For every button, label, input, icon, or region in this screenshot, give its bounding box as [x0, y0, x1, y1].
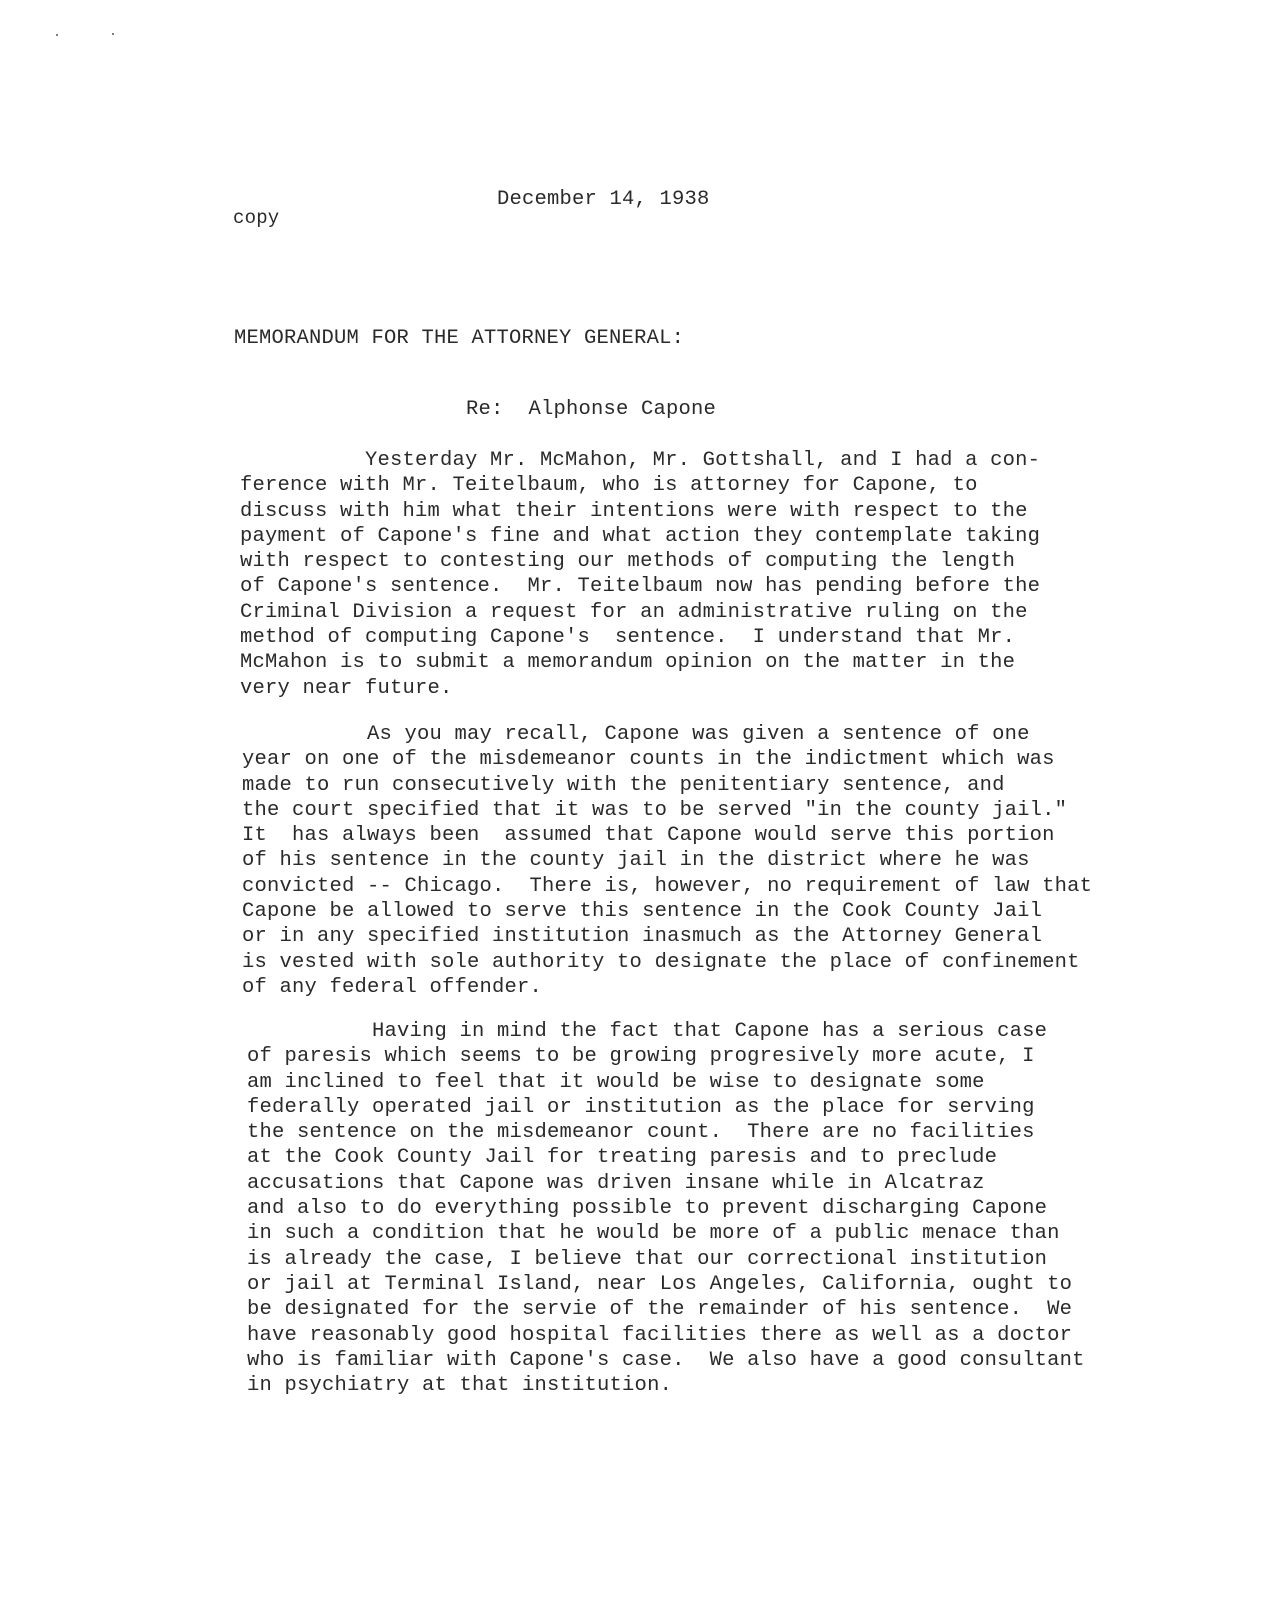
text-line: at the Cook County Jail for treating paresis and to preclude: [247, 1146, 998, 1170]
body-paragraph-1: [240, 448, 1040, 701]
text-line: payment of Capone's fine and what action they contemplate taking: [240, 524, 1041, 548]
text-line: As you may recall, Capone was given a sentence of one: [242, 723, 1030, 746]
text-line: very near future.: [240, 676, 453, 700]
text-line: is vested with sole authority to designate the place of confinement: [242, 950, 1080, 974]
text-line: It has always been assumed that Capone would serve this portion: [242, 824, 1055, 848]
text-line: of any federal offender.: [242, 975, 543, 999]
memo-title: MEMORANDUM FOR THE ATTORNEY GENERAL:: [234, 327, 685, 350]
text-line: am inclined to feel that it would be wise to designate some: [247, 1070, 985, 1094]
body-paragraph-2: [242, 722, 1092, 1000]
text-line: year on one of the misdemeanor counts in the indictment which was: [242, 748, 1055, 772]
copy-mark: copy: [233, 207, 280, 229]
text-line: of paresis which seems to be growing progresively more acute, I: [247, 1045, 1035, 1069]
text-line: the court specified that it was to be served "in the county jail.": [242, 798, 1068, 822]
text-line: of Capone's sentence. Mr. Teitelbaum now has pending before the: [240, 575, 1041, 599]
text-line: or jail at Terminal Island, near Los Angeles, California, ought to: [247, 1272, 1073, 1296]
text-line: convicted -- Chicago. There is, however, no requirement of law that: [242, 874, 1093, 898]
text-line: ference with Mr. Teitelbaum, who is attorney for Capone, to: [240, 474, 978, 498]
text-line: made to run consecutively with the penitentiary sentence, and: [242, 773, 1005, 797]
memo-date: December 14, 1938: [497, 188, 710, 211]
text-line: Criminal Division a request for an administrative ruling on the: [240, 600, 1028, 624]
text-line: of his sentence in the county jail in the district where he was: [242, 849, 1030, 873]
text-line: the sentence on the misdemeanor count. There are no facilities: [247, 1121, 1035, 1145]
text-line: accusations that Capone was driven insane while in Alcatraz: [247, 1171, 985, 1195]
text-line: federally operated jail or institution as the place for serving: [247, 1095, 1035, 1119]
text-line: is already the case, I believe that our correctional institution: [247, 1247, 1048, 1271]
memo-subject: Re: Alphonse Capone: [466, 398, 717, 421]
scan-speck: [56, 34, 58, 36]
body-paragraph-3: [247, 1019, 1085, 1398]
text-line: be designated for the servie of the remainder of his sentence. We: [247, 1298, 1073, 1322]
text-line: McMahon is to submit a memorandum opinion on the matter in the: [240, 651, 1016, 675]
text-line: and also to do everything possible to prevent discharging Capone: [247, 1197, 1048, 1221]
text-line: Capone be allowed to serve this sentence in the Cook County Jail: [242, 900, 1043, 924]
text-line: method of computing Capone's sentence. I understand that Mr.: [240, 626, 1016, 650]
text-line: have reasonably good hospital facilities there as well as a doctor: [247, 1323, 1073, 1347]
scan-speck: [112, 33, 114, 35]
text-line: in such a condition that he would be more of a public menace than: [247, 1222, 1060, 1246]
text-line: who is familiar with Capone's case. We also have a good consultant: [247, 1348, 1085, 1372]
text-line: discuss with him what their intentions were with respect to the: [240, 499, 1028, 523]
text-line: with respect to contesting our methods of computing the length: [240, 550, 1016, 574]
text-line: in psychiatry at that institution.: [247, 1374, 673, 1398]
text-line: Having in mind the fact that Capone has a serious case: [247, 1020, 1048, 1043]
text-line: or in any specified institution inasmuch as the Attorney General: [242, 925, 1043, 949]
text-line: Yesterday Mr. McMahon, Mr. Gottshall, and I had a con-: [240, 449, 1041, 472]
